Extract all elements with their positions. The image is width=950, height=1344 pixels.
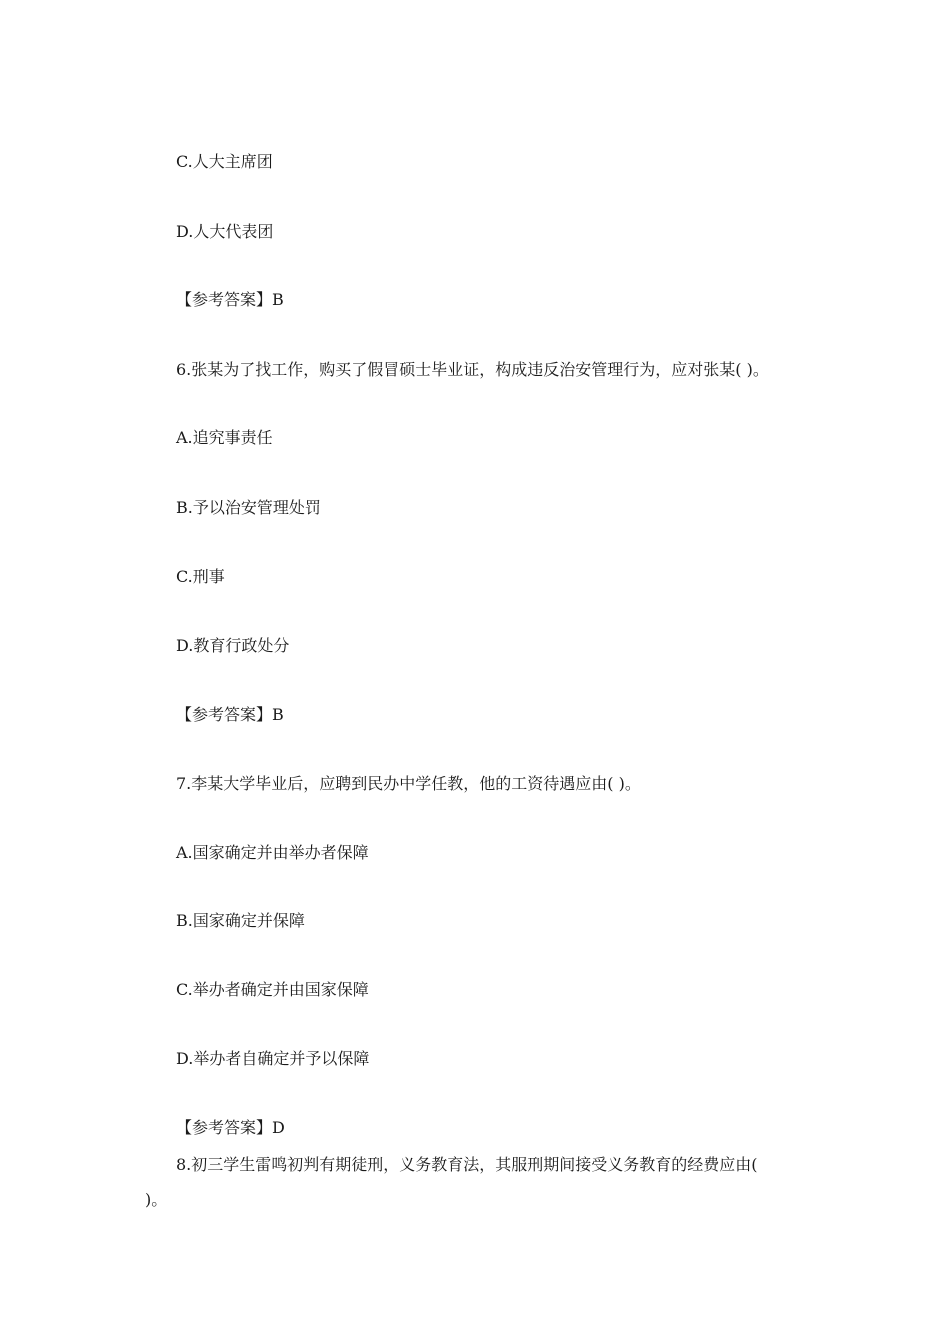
q6-option-c: C.刑事 [176,567,225,586]
q7-question: 7.李某大学毕业后，应聘到民办中学任教，他的工资待遇应由( )。 [176,774,641,793]
q8-question-line1: 8.初三学生雷鸣初判有期徒刑，义务教育法，其服刑期间接受义务教育的经费应由( [176,1155,758,1174]
q5-answer: 【参考答案】B [176,290,284,309]
q6-answer: 【参考答案】B [176,705,284,724]
q7-option-c: C.举办者确定并由国家保障 [176,980,369,999]
q6-option-d: D.教育行政处分 [176,636,290,655]
q6-option-b: B.予以治安管理处罚 [176,498,321,517]
q7-option-a: A.国家确定并由举办者保障 [176,843,369,862]
q5-option-c: C.人大主席团 [176,152,273,171]
q5-option-d: D.人大代表团 [176,222,274,241]
q8-question-line2: )。 [145,1190,168,1209]
q7-option-b: B.国家确定并保障 [176,911,305,930]
q7-option-d: D.举办者自确定并予以保障 [176,1049,370,1068]
q7-answer: 【参考答案】D [176,1118,285,1137]
q6-question: 6.张某为了找工作，购买了假冒硕士毕业证，构成违反治安管理行为，应对张某( )。 [176,360,769,379]
q6-option-a: A.追究事责任 [176,428,273,447]
